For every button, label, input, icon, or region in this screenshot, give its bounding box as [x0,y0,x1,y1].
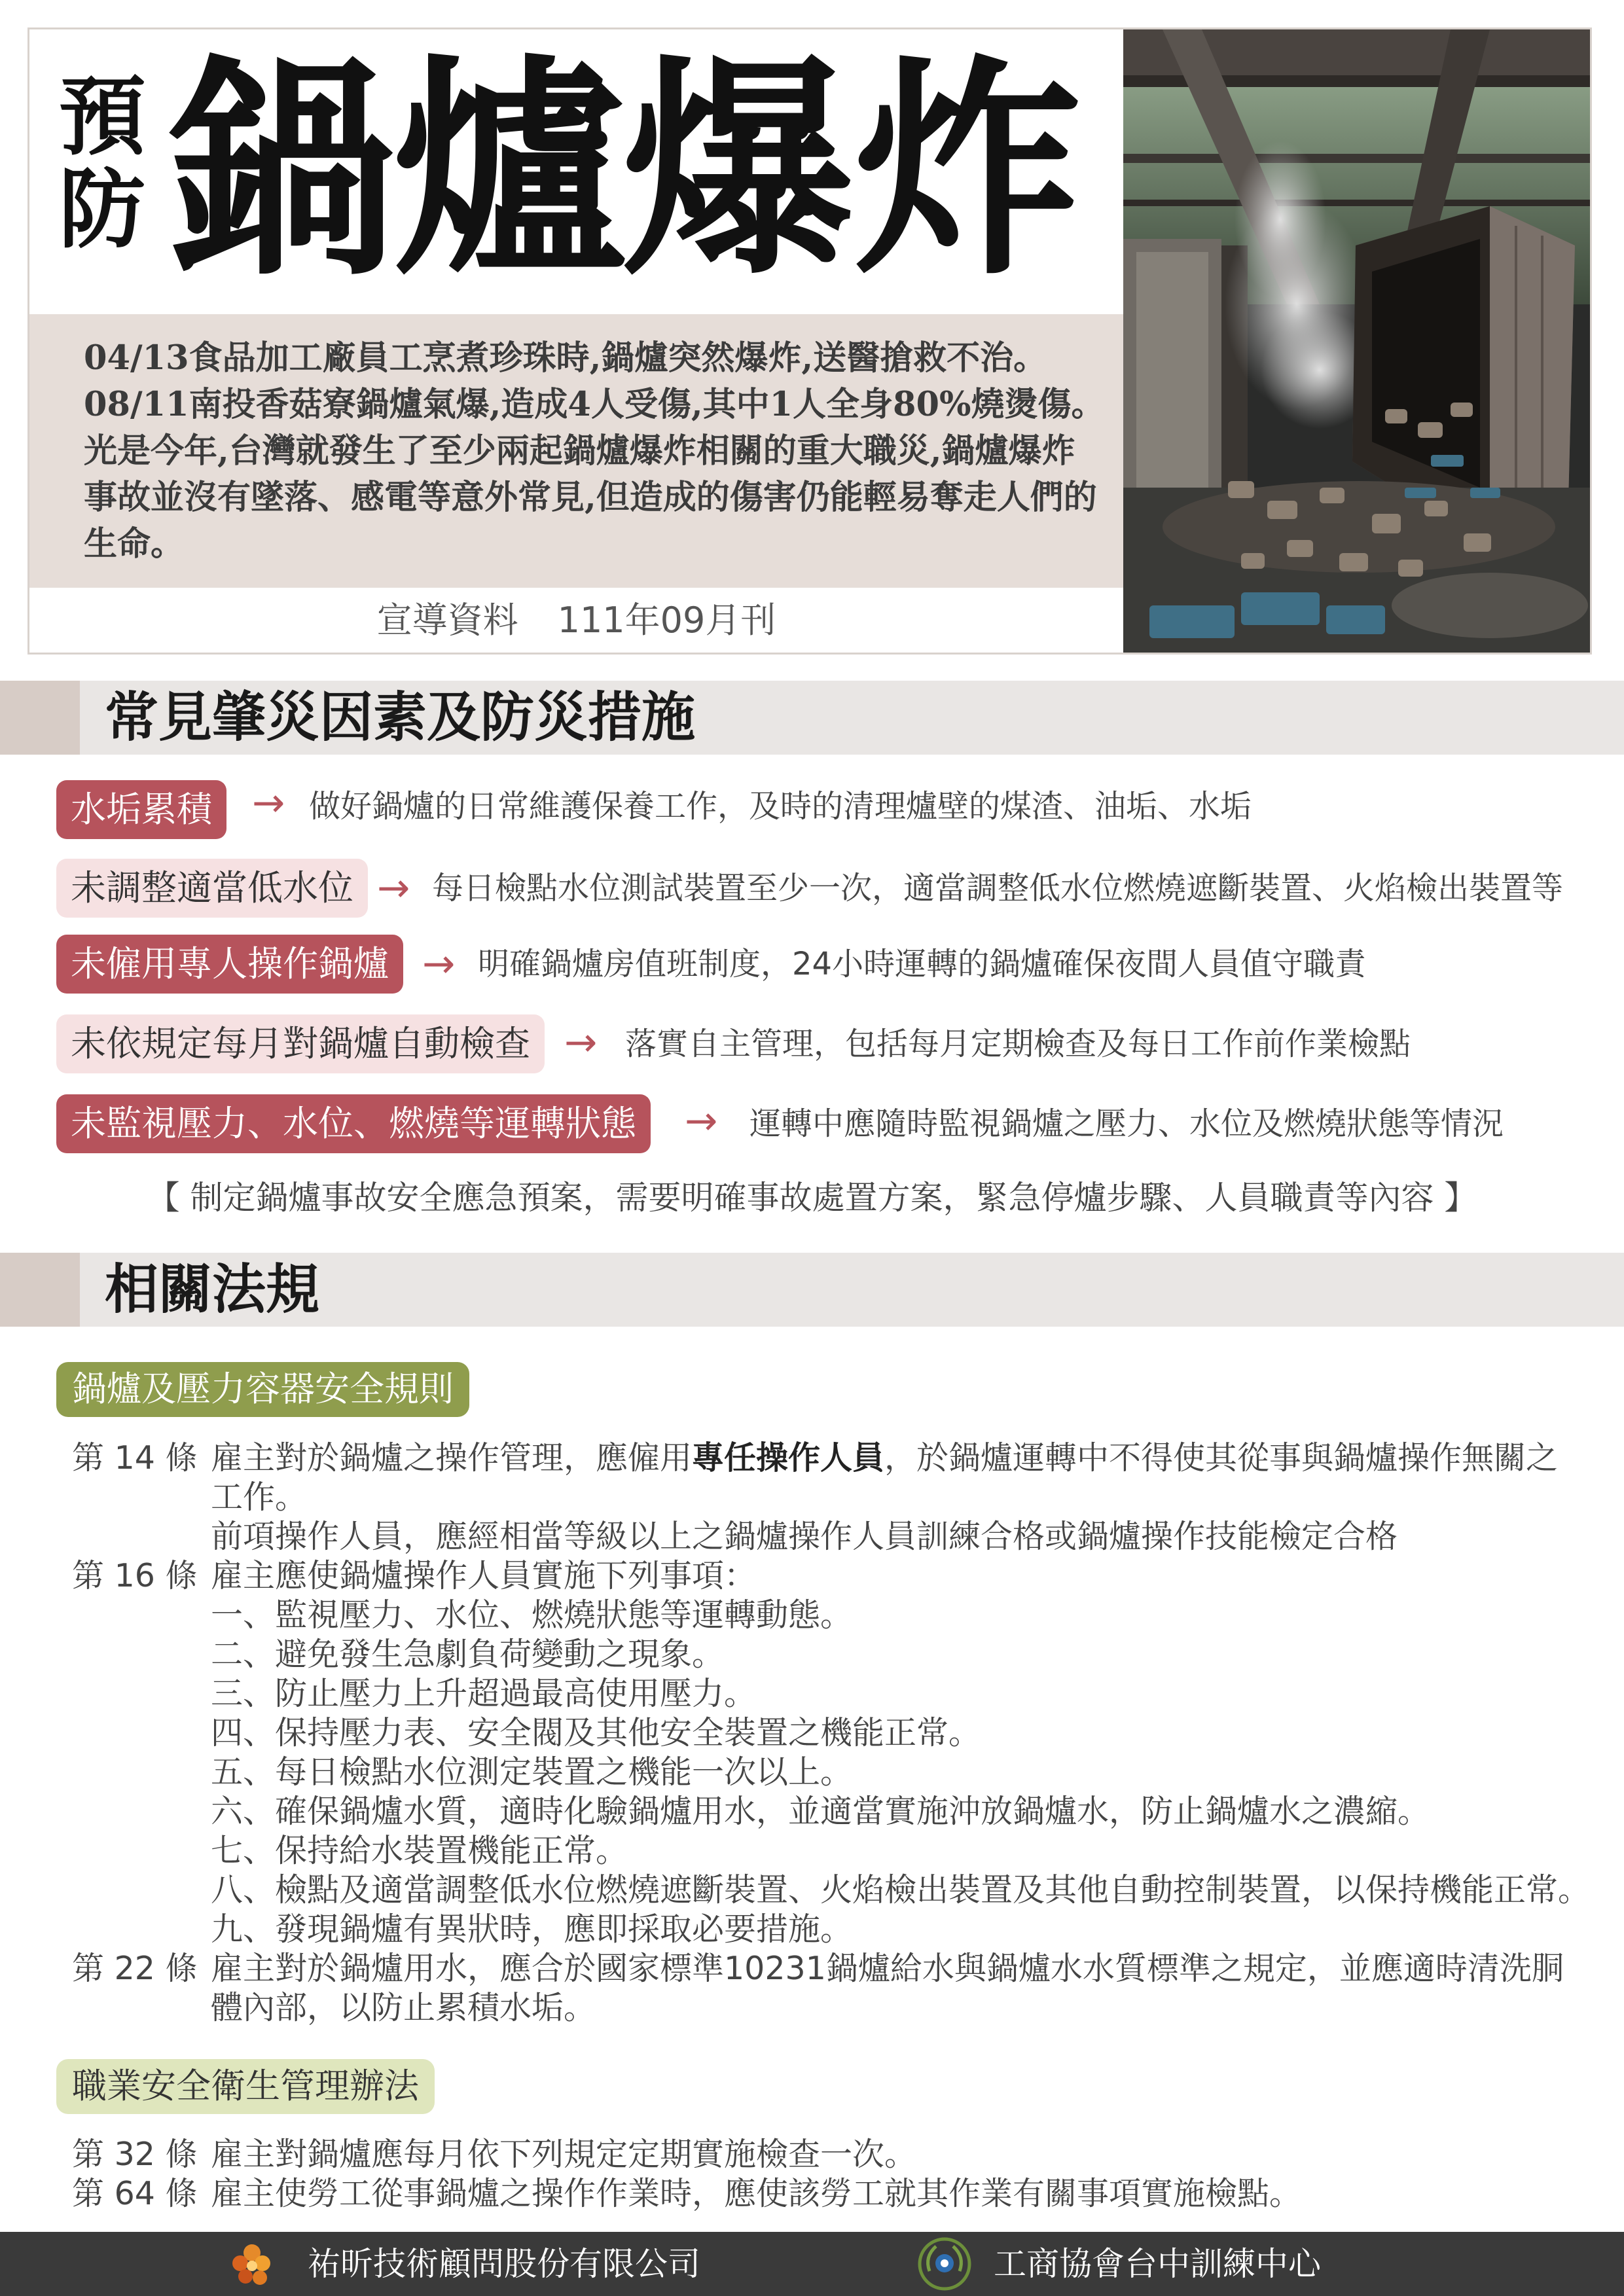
intro-line: 生命。 [84,524,185,564]
article-14-line: 工作。 [211,1479,308,1516]
cause-low-water-level: 未調整適當低水位 [56,859,368,918]
measure-no-monthly-inspection: 落實自主管理，包括每月定期檢查及每日工作前作業檢點 [625,1026,1411,1062]
article-64-line: 雇主使勞工從事鍋爐之操作作業時，應使該勞工就其作業有關事項實施檢點。 [211,2175,1302,2212]
article-number: 第 22 條 [72,1950,198,1987]
article-14-line: 前項操作人員，應經相當等級以上之鍋爐操作人員訓練合格或鍋爐操作技能檢定合格 [211,1518,1398,1555]
article-32-line: 雇主對鍋爐應每月依下列規定定期實施檢查一次。 [211,2136,917,2173]
article-22-line: 體內部，以防止累積水垢。 [211,1989,596,2026]
intro-line: 08/11南投香菇寮鍋爐氣爆,造成4人受傷,其中1人全身80%燒燙傷。 [84,385,1105,424]
article-16-line: 三、防止壓力上升超過最高使用壓力。 [211,1675,757,1712]
article-16-line: 八、檢點及適當調整低水位燃燒遮斷裝置、火焰檢出裝置及其他自動控制裝置，以保持機能正常。 [211,1871,1591,1909]
article-number: 第 14 條 [72,1439,198,1477]
emergency-plan-note: 【 制定鍋爐事故安全應急預案，需要明確事故處置方案，緊急停爐步驟、人員職責等內容 】 [147,1179,1477,1217]
title-prefix: 預防 [59,66,145,260]
section-causes-tab [0,681,80,755]
article-number: 第 32 條 [72,2136,198,2173]
regulation-boiler-safety: 鍋爐及壓力容器安全規則 [56,1362,469,1417]
article-text: 雇主對於鍋爐之操作管理，應僱用 [211,1439,693,1477]
cause-no-monthly-inspection: 未依規定每月對鍋爐自動檢查 [56,1014,545,1073]
emblem-icon [918,2237,971,2291]
footer-training-center: 工商協會台中訓練中心 [994,2245,1321,2283]
measure-low-water-level: 每日檢點水位測試裝置至少一次，適當調整低水位燃燒遮斷裝置、火焰檢出裝置等 [432,870,1564,906]
intro-line: 事故並沒有墜落、感電等意外常見,但造成的傷害仍能輕易奪走人們的 [84,478,1097,517]
section-causes-title: 常見肇災因素及防災措施 [105,686,696,749]
measure-no-dedicated-operator: 明確鍋爐房值班制度，24小時運轉的鍋爐確保夜間人員值守職責 [478,946,1367,982]
intro-line: 04/13食品加工廠員工烹煮珍珠時,鍋爐突然爆炸,送醫搶救不治。 [84,338,1047,378]
arrow-icon: → [685,1098,718,1144]
regulation-osh-management: 職業安全衛生管理辦法 [56,2059,435,2114]
issue-date: 111年09月刊 [557,600,776,641]
cause-no-dedicated-operator: 未僱用專人操作鍋爐 [56,935,403,994]
article-22-line: 雇主對於鍋爐用水，應合於國家標準10231鍋爐給水與鍋爐水水質標準之規定，並應適時清洗胴 [211,1950,1564,1987]
article-16-line: 雇主應使鍋爐操作人員實施下列事項： [211,1557,757,1594]
article-number: 第 64 條 [72,2175,198,2212]
intro-text [84,335,1105,567]
article-emphasis: 專任操作人員 [692,1439,885,1477]
issue-line [29,588,1123,653]
article-14-line [211,1439,1558,1478]
article-text: ，於鍋爐運轉中不得使其從事與鍋爐操作無關之 [884,1439,1559,1477]
article-16-line: 五、每日檢點水位測定裝置之機能一次以上。 [211,1753,853,1791]
article-16-line: 六、確保鍋爐水質，適時化驗鍋爐用水，並適當實施沖放鍋爐水，防止鍋爐水之濃縮。 [211,1793,1430,1830]
intro-line: 光是今年,台灣就發生了至少兩起鍋爐爆炸相關的重大職災,鍋爐爆炸 [84,431,1075,471]
arrow-icon: → [422,941,456,987]
arrow-icon: → [377,865,410,911]
page-title: 鍋爐爆炸 [165,33,1079,306]
footer-company-name: 祐昕技術顧問股份有限公司 [308,2245,700,2283]
arrow-icon: → [252,780,285,826]
measure-scale-buildup: 做好鍋爐的日常維護保養工作，及時的清理爐壁的煤渣、油垢、水垢 [309,788,1252,825]
article-16-line: 七、保持給水裝置機能正常。 [211,1832,628,1869]
flower-logo-icon [226,2238,278,2291]
article-16-line: 二、避免發生急劇負荷變動之現象。 [211,1636,725,1673]
arrow-icon: → [564,1020,598,1066]
article-16-line: 一、監視壓力、水位、燃燒狀態等運轉動態。 [211,1596,853,1634]
boiler-explosion-photo [1123,29,1590,653]
article-16-line: 四、保持壓力表、安全閥及其他安全裝置之機能正常。 [211,1714,981,1751]
section-laws-title: 相關法規 [105,1258,320,1321]
section-laws-tab [0,1253,80,1327]
measure-no-monitoring: 運轉中應隨時監視鍋爐之壓力、水位及燃燒狀態等情況 [749,1105,1504,1142]
article-16-line: 九、發現鍋爐有異狀時，應即採取必要措施。 [211,1910,853,1948]
issue-label: 宣導資料 [376,600,518,641]
cause-scale-buildup: 水垢累積 [56,780,226,839]
article-number: 第 16 條 [72,1557,198,1594]
cause-no-monitoring: 未監視壓力、水位、燃燒等運轉狀態 [56,1094,651,1153]
